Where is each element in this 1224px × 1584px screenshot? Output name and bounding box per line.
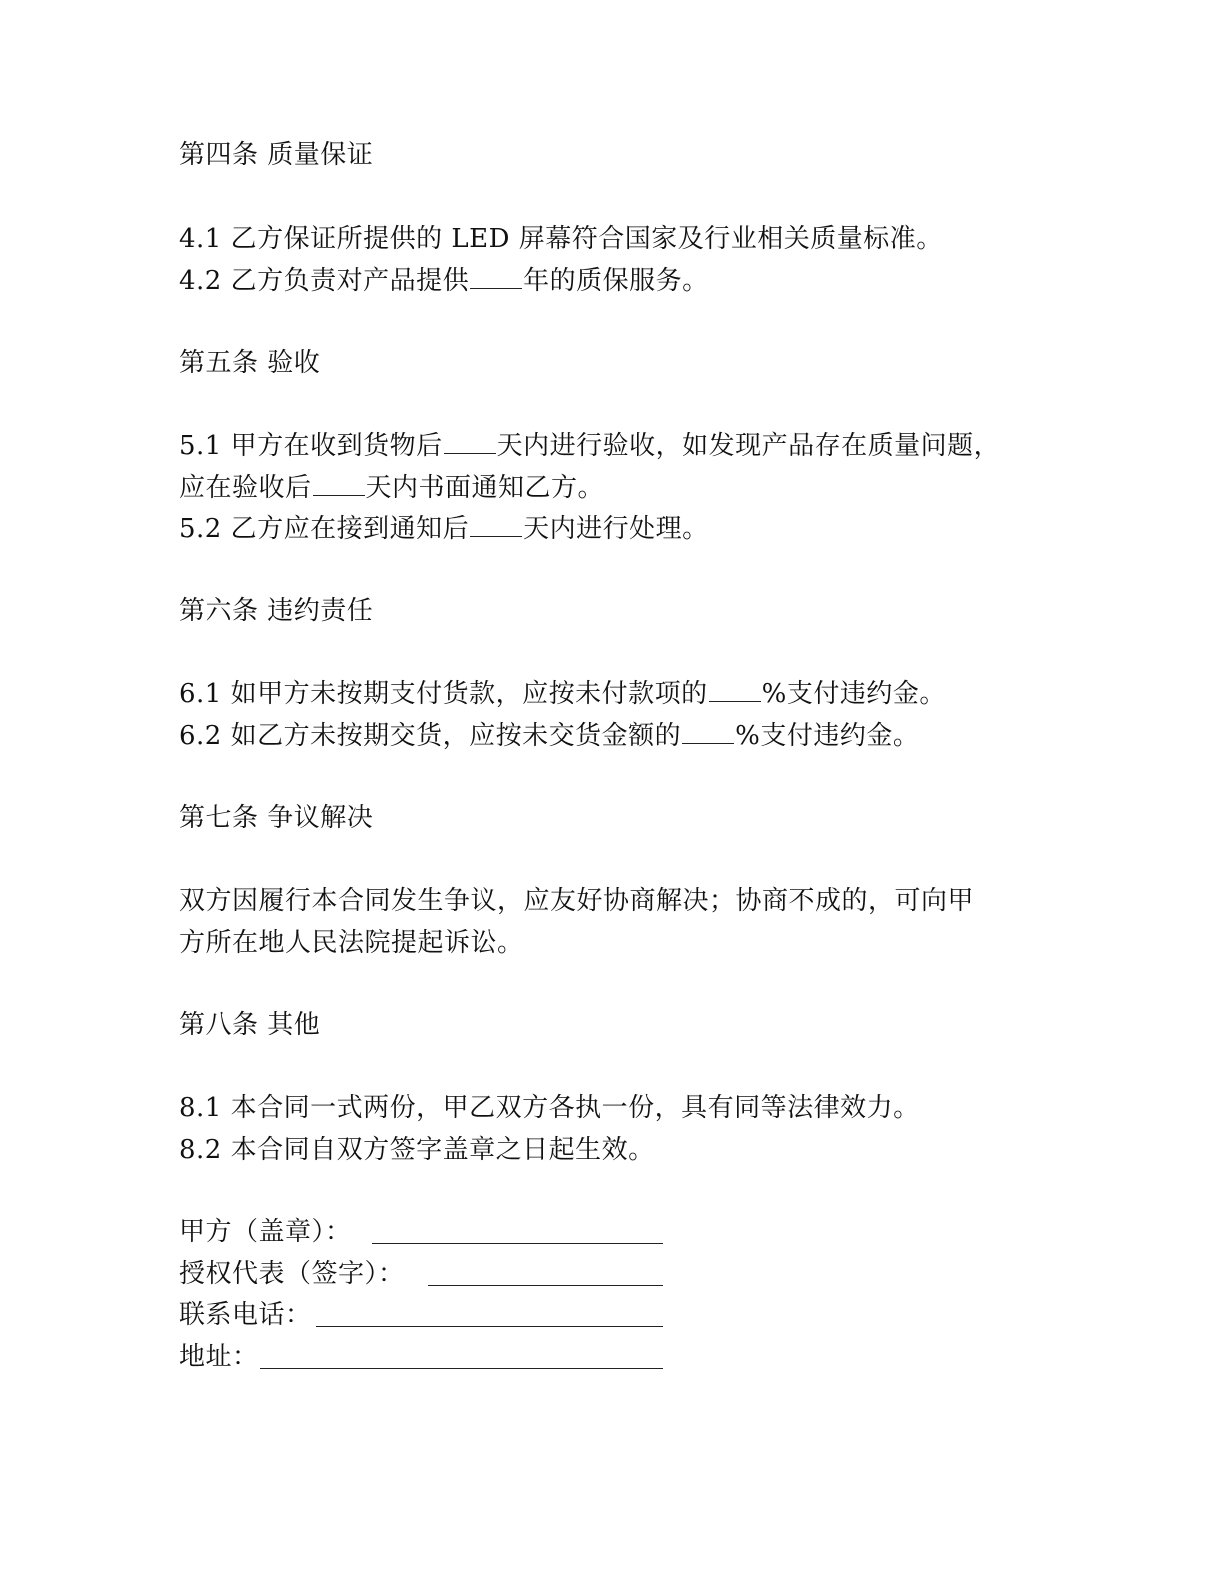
representative-label: 授权代表（签字）：: [179, 1259, 405, 1289]
clause-4-2: [179, 264, 709, 298]
clause-5-1-cont-text-a: 应在验收后: [179, 473, 312, 503]
clause-5-1: [179, 429, 1000, 463]
clause-6-2: [179, 719, 919, 753]
clause-6-2-text-b: %支付违约金。: [735, 721, 920, 751]
party-a-seal-field[interactable]: [372, 1243, 663, 1244]
clause-5-1-text-b: 天内进行验收，如发现产品存在质量问题，: [496, 431, 1001, 461]
penalty-rate-a-blank[interactable]: [709, 677, 761, 702]
clause-5-1-cont-text-b: 天内书面通知乙方。: [365, 473, 605, 503]
clause-7-line-1: 双方因履行本合同发生争议，应友好协商解决；协商不成的，可向甲: [179, 886, 975, 916]
article-6-heading: 第六条 违约责任: [179, 596, 374, 626]
warranty-years-blank[interactable]: [470, 264, 522, 289]
clause-5-1-text-a: 5.1 甲方在收到货物后: [179, 431, 443, 461]
phone-label: 联系电话：: [179, 1300, 312, 1330]
clause-4-2-text-a: 4.2 乙方负责对产品提供: [179, 266, 470, 296]
clause-6-1: [179, 677, 946, 711]
party-a-seal-label: 甲方（盖章）：: [179, 1217, 352, 1247]
clause-8-1: 8.1 本合同一式两份，甲乙双方各执一份，具有同等法律效力。: [179, 1093, 920, 1123]
inspection-days-blank[interactable]: [444, 429, 496, 454]
clause-6-2-text-a: 6.2 如乙方未按期交货，应按未交货金额的: [179, 721, 682, 751]
clause-5-2-text-a: 5.2 乙方应在接到通知后: [179, 514, 470, 544]
clause-4-1: 4.1 乙方保证所提供的 LED 屏幕符合国家及行业相关质量标准。: [179, 224, 943, 254]
clause-6-1-text-a: 6.1 如甲方未按期支付货款，应按未付款项的: [179, 679, 708, 709]
clause-6-1-text-b: %支付违约金。: [761, 679, 946, 709]
penalty-rate-b-blank[interactable]: [682, 719, 734, 744]
clause-5-1-cont: [179, 471, 604, 505]
representative-signature-field[interactable]: [428, 1285, 663, 1286]
clause-5-2: [179, 512, 709, 546]
article-7-heading: 第七条 争议解决: [179, 803, 374, 833]
handling-days-blank[interactable]: [470, 512, 522, 537]
address-field[interactable]: [260, 1368, 663, 1369]
clause-7-line-2: 方所在地人民法院提起诉讼。: [179, 928, 524, 958]
article-4-heading: 第四条 质量保证: [179, 140, 374, 170]
clause-8-2: 8.2 本合同自双方签字盖章之日起生效。: [179, 1135, 655, 1165]
clause-5-2-text-b: 天内进行处理。: [523, 514, 709, 544]
clause-4-2-text-b: 年的质保服务。: [523, 266, 709, 296]
phone-field[interactable]: [316, 1326, 663, 1327]
article-8-heading: 第八条 其他: [179, 1010, 321, 1040]
address-label: 地址：: [179, 1342, 259, 1372]
notice-days-blank[interactable]: [313, 471, 365, 496]
article-5-heading: 第五条 验收: [179, 348, 321, 378]
